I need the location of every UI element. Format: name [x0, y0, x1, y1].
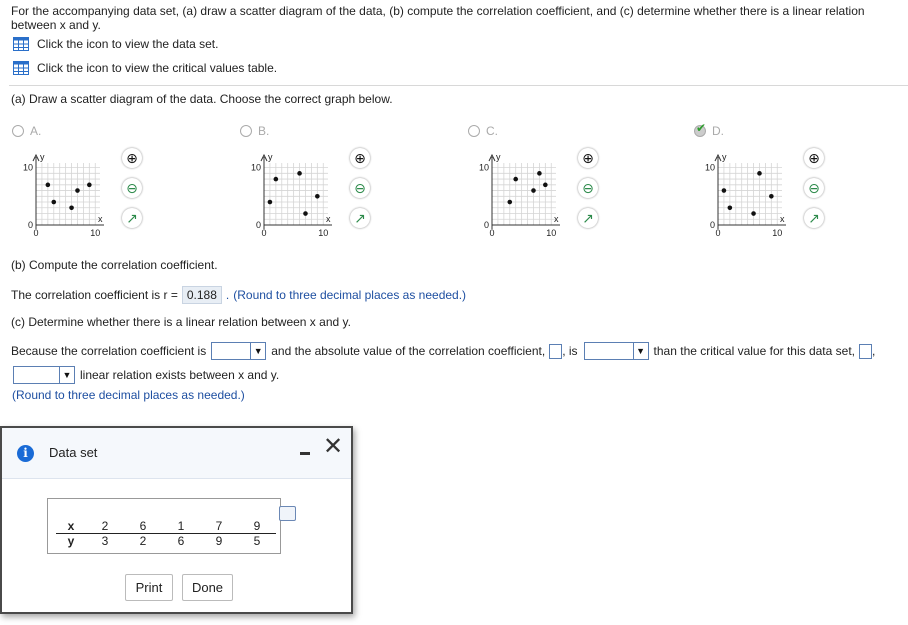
y-header: y — [67, 534, 75, 548]
x-value: 1 — [162, 519, 200, 534]
zoom-in-icon[interactable]: ⊕ — [350, 148, 370, 168]
option-label: C. — [486, 124, 498, 138]
scatter-plot — [468, 146, 568, 238]
data-point — [543, 183, 548, 188]
question-text: For the accompanying data set, (a) draw a scatter diagram of the data, (b) compute the correlation coefficient, and (c) determine whether there is a linear relation between x and y. — [11, 4, 865, 32]
data-point — [75, 188, 80, 193]
x-axis-label: x — [326, 214, 331, 224]
popout-icon[interactable]: ↗ — [804, 208, 824, 228]
data-point — [51, 200, 56, 205]
x-header: x — [56, 519, 86, 534]
option-a[interactable] — [12, 124, 162, 244]
y-tick-label: 0 — [483, 220, 489, 230]
sentence-part-1: Because the correlation coefficient is — [11, 344, 207, 358]
zoom-in-icon[interactable]: ⊕ — [804, 148, 824, 168]
abs-r-input[interactable] — [549, 344, 562, 359]
data-point — [297, 171, 302, 176]
data-point — [274, 177, 279, 182]
scatter-plot — [240, 146, 340, 238]
sentence-part-6: linear relation exists between x and y. — [80, 368, 280, 382]
data-point — [315, 194, 320, 199]
x-tick-label: 10 — [318, 228, 329, 238]
y-value: 6 — [177, 534, 185, 548]
y-axis-label: y — [268, 152, 273, 162]
checkmark-icon: ✔ — [696, 121, 707, 135]
option-label: D. — [712, 124, 724, 138]
option-radio-row[interactable] — [240, 124, 269, 138]
y-tick-label: 0 — [255, 220, 261, 230]
data-point — [46, 183, 51, 188]
critical-values-link-row[interactable] — [13, 61, 277, 75]
option-d[interactable] — [694, 121, 844, 244]
chevron-down-icon: ▼ — [633, 343, 648, 359]
scatter-plot — [694, 146, 794, 238]
data-point — [722, 188, 727, 193]
y-value: 3 — [101, 534, 109, 548]
dialog-title: Data set — [49, 445, 98, 460]
x-tick-label: 10 — [772, 228, 783, 238]
y-axis-label: y — [496, 152, 501, 162]
x-tick-label: 0 — [489, 228, 495, 238]
part-c-prompt: (c) Determine whether there is a linear relation between x and y. — [11, 315, 351, 329]
round-note: (Round to three decimal places as needed.) — [233, 288, 467, 302]
dialog-header[interactable] — [2, 428, 351, 479]
chevron-down-icon: ▼ — [59, 367, 74, 383]
info-icon: i — [17, 445, 34, 462]
x-tick-label: 10 — [546, 228, 557, 238]
sentence-part-2: and the absolute value of the correlation coefficient, — [271, 344, 546, 358]
y-tick-label: 10 — [478, 162, 489, 173]
data-point — [513, 177, 518, 182]
option-label: A. — [30, 124, 42, 138]
y-axis-label: y — [722, 152, 727, 162]
minimize-button[interactable] — [300, 452, 310, 455]
y-axis-label: y — [40, 152, 45, 162]
table-row — [56, 519, 276, 534]
radio-button[interactable] — [468, 125, 480, 137]
popout-icon[interactable]: ↗ — [578, 208, 598, 228]
table-row — [56, 534, 276, 549]
correlation-answer[interactable]: 0.188 — [182, 286, 222, 304]
x-tick-label: 0 — [33, 228, 39, 238]
radio-selected[interactable] — [694, 121, 707, 137]
data-point — [69, 205, 74, 210]
data-set-dialog[interactable] — [0, 426, 353, 614]
data-table — [47, 498, 281, 554]
popout-icon[interactable]: ↗ — [122, 208, 142, 228]
part-c-sentence-2 — [13, 366, 279, 384]
x-value: 2 — [86, 519, 124, 534]
data-point — [751, 211, 756, 216]
data-point — [769, 194, 774, 199]
option-label: B. — [258, 124, 270, 138]
option-radio-row[interactable] — [694, 121, 724, 138]
correlation-line: The correlation coefficient is r = 0.188 . (Round to three decimal places as needed.) — [11, 288, 467, 302]
critical-value-input[interactable] — [859, 344, 872, 359]
y-value: 5 — [253, 534, 261, 548]
data-point — [87, 183, 92, 188]
part-b-prompt: (b) Compute the correlation coefficient. — [11, 258, 218, 272]
chevron-down-icon: ▼ — [250, 343, 265, 359]
correlation-lead: The correlation coefficient is r = — [11, 288, 178, 302]
y-tick-label: 10 — [22, 162, 33, 173]
x-tick-label: 10 — [90, 228, 101, 238]
linear-relation-dropdown[interactable] — [13, 366, 75, 384]
x-value: 7 — [200, 519, 238, 534]
data-point — [507, 200, 512, 205]
copy-icon[interactable] — [279, 506, 296, 521]
zoom-out-icon[interactable]: ⊖ — [122, 178, 142, 198]
zoom-out-icon[interactable]: ⊖ — [804, 178, 824, 198]
sentence-part-5: , — [872, 344, 876, 358]
critical-values-link[interactable]: Click the icon to view the critical values table. — [37, 61, 278, 75]
table-icon[interactable] — [13, 37, 29, 51]
comparison-dropdown[interactable] — [584, 342, 649, 360]
print-button[interactable]: Print — [125, 574, 173, 601]
data-point — [303, 211, 308, 216]
data-point — [757, 171, 762, 176]
part-a-prompt: (a) Draw a scatter diagram of the data. Choose the correct graph below. — [11, 92, 393, 106]
data-point — [728, 205, 733, 210]
option-radio-row[interactable] — [468, 124, 498, 138]
option-radio-row[interactable] — [12, 124, 41, 138]
y-tick-label: 0 — [27, 220, 33, 230]
data-set-link-row[interactable] — [13, 37, 218, 51]
sign-dropdown[interactable] — [211, 342, 266, 360]
data-set-link[interactable]: Click the icon to view the data set. — [37, 37, 219, 51]
scatter-plot — [12, 146, 112, 238]
y-value: 2 — [139, 534, 147, 548]
x-tick-label: 0 — [715, 228, 721, 238]
x-value: 9 — [238, 519, 276, 534]
done-button[interactable]: Done — [182, 574, 233, 601]
zoom-in-icon[interactable]: ⊕ — [122, 148, 142, 168]
y-tick-label: 10 — [704, 162, 715, 173]
round-note-c: (Round to three decimal places as needed.) — [12, 388, 245, 402]
x-axis-label: x — [780, 214, 785, 224]
zoom-out-icon[interactable]: ⊖ — [350, 178, 370, 198]
radio-button[interactable] — [240, 125, 252, 137]
y-value: 9 — [215, 534, 223, 548]
y-tick-label: 0 — [709, 220, 715, 230]
sentence-part-4: than the critical value for this data set, — [653, 344, 855, 358]
close-button[interactable]: ✕ — [323, 433, 344, 460]
table-icon[interactable] — [13, 61, 29, 75]
divider — [9, 85, 908, 86]
x-tick-label: 0 — [261, 228, 267, 238]
y-tick-label: 10 — [250, 162, 261, 173]
x-axis-label: x — [98, 214, 103, 224]
x-value: 6 — [124, 519, 162, 534]
x-axis-label: x — [554, 214, 559, 224]
radio-button[interactable] — [12, 125, 24, 137]
sentence-part-3: , is — [562, 344, 578, 358]
option-c[interactable] — [468, 124, 618, 244]
option-b[interactable] — [240, 124, 390, 244]
part-c-sentence — [11, 342, 875, 360]
popout-icon[interactable]: ↗ — [350, 208, 370, 228]
zoom-in-icon[interactable]: ⊕ — [578, 148, 598, 168]
data-point — [531, 188, 536, 193]
data-point — [268, 200, 273, 205]
zoom-out-icon[interactable]: ⊖ — [578, 178, 598, 198]
data-point — [537, 171, 542, 176]
